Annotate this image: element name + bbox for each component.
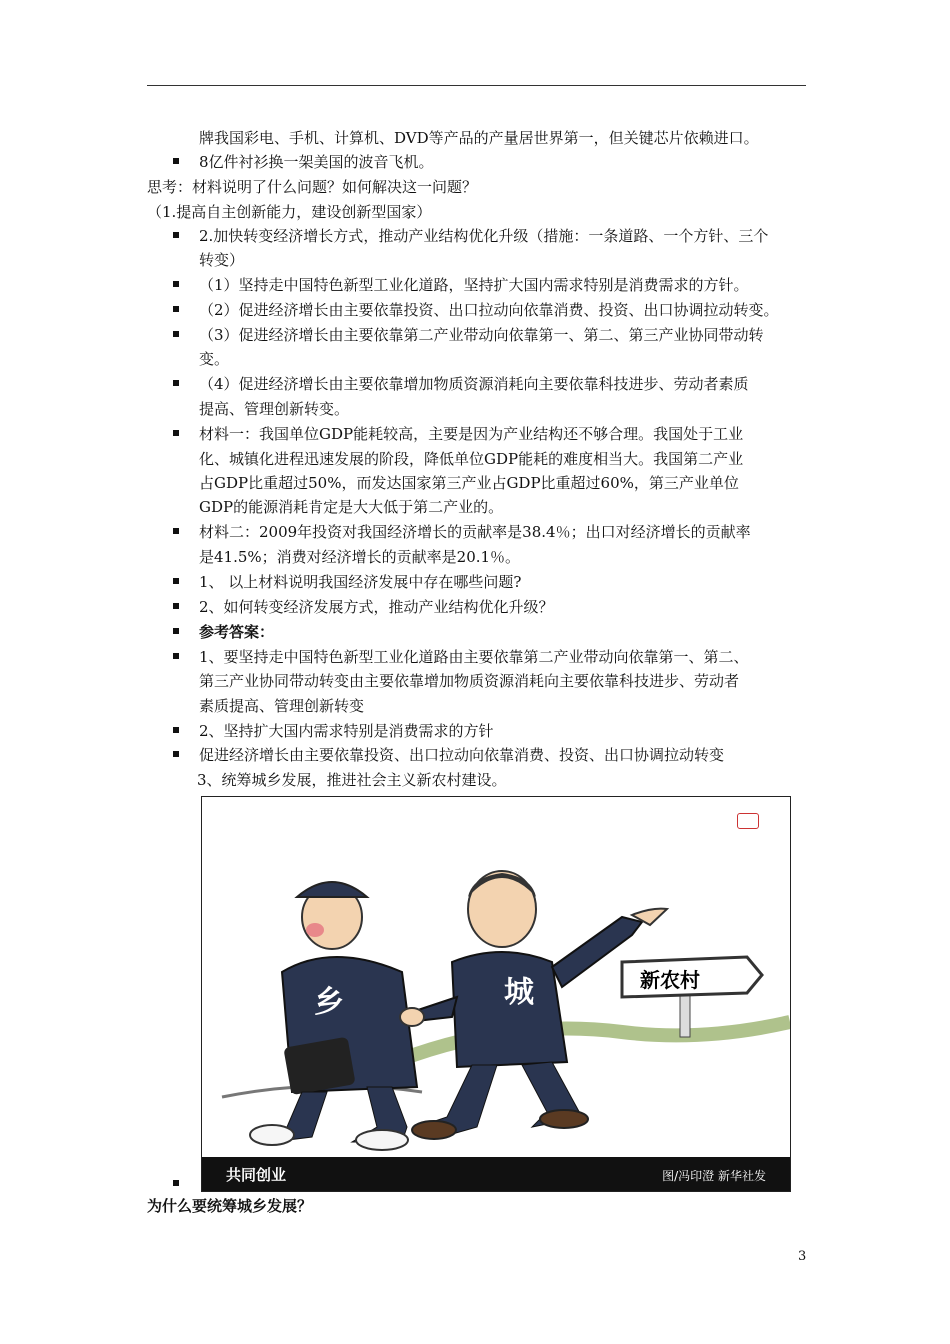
page-number: 3 bbox=[798, 1249, 807, 1264]
text-line: （2）促进经济增长由主要依靠投资、出口拉动向依靠消费、投资、出口协调拉动转变。 bbox=[199, 301, 779, 319]
bullet-icon bbox=[173, 430, 179, 436]
text-line: 2.加快转变经济增长方式，推动产业结构优化升级（措施：一条道路、一个方针、三个 bbox=[199, 227, 769, 245]
text-line: 3、统筹城乡发展，推进社会主义新农村建设。 bbox=[197, 771, 507, 789]
bullet-icon bbox=[173, 603, 179, 609]
bullet-icon bbox=[173, 578, 179, 584]
text-line: 1、要坚持走中国特色新型工业化道路由主要依靠第二产业带动向依靠第一、第二、 bbox=[199, 648, 749, 666]
bullet-icon bbox=[173, 727, 179, 733]
cartoon-illustration bbox=[202, 797, 790, 1157]
text-line: 8亿件衬衫换一架美国的波音飞机。 bbox=[199, 153, 434, 171]
bullet-icon bbox=[173, 281, 179, 287]
bullet-icon bbox=[173, 751, 179, 757]
text-line: （4）促进经济增长由主要依靠增加物质资源消耗向主要依靠科技进步、劳动者素质 bbox=[199, 375, 749, 393]
cartoon-title: 共同创业 bbox=[226, 1166, 287, 1184]
text-line: 提高、管理创新转变。 bbox=[199, 400, 350, 418]
bullet-icon bbox=[173, 306, 179, 312]
text-line: 转变） bbox=[199, 251, 245, 269]
text-line: 化、城镇化进程迅速发展的阶段，降低单位GDP能耗的难度相当大。我国第二产业 bbox=[199, 450, 744, 468]
seal-stamp-icon bbox=[737, 813, 759, 829]
answer-heading: 参考答案： bbox=[199, 623, 275, 641]
cartoon-image bbox=[201, 796, 791, 1192]
text-line: 第三产业协同带动转变由主要依靠增加物质资源消耗向主要依靠科技进步、劳动者 bbox=[199, 672, 740, 690]
question-text: 为什么要统筹城乡发展？ bbox=[147, 1197, 313, 1215]
text-line: 牌我国彩电、手机、计算机、DVD等产品的产量居世界第一，但关键芯片依赖进口。 bbox=[199, 129, 759, 147]
text-line: 是41.5%；消费对经济增长的贡献率是20.1％。 bbox=[199, 548, 521, 566]
text-line: 变。 bbox=[199, 350, 230, 368]
text-line: GDP的能源消耗肯定是大大低于第二产业的。 bbox=[199, 498, 504, 516]
text-line: 材料一：我国单位GDP能耗较高，主要是因为产业结构还不够合理。我国处于工业 bbox=[199, 425, 744, 443]
signpost-text: 新农村 bbox=[640, 968, 700, 992]
bullet-icon bbox=[173, 331, 179, 337]
text-line: （1.提高自主创新能力，建设创新型国家） bbox=[147, 203, 432, 221]
bullet-icon bbox=[173, 380, 179, 386]
bullet-icon bbox=[173, 158, 179, 164]
text-line: 占GDP比重超过50%，而发达国家第三产业占GDP比重超过60%，第三产业单位 bbox=[199, 474, 739, 492]
text-line: 2、坚持扩大国内需求特别是消费需求的方针 bbox=[199, 722, 494, 740]
bullet-icon bbox=[173, 628, 179, 634]
bullet-icon bbox=[173, 653, 179, 659]
text-line: 促进经济增长由主要依靠投资、出口拉动向依靠消费、投资、出口协调拉动转变 bbox=[199, 746, 725, 764]
text-line: 材料二：2009年投资对我国经济增长的贡献率是38.4％；出口对经济增长的贡献率 bbox=[199, 523, 751, 541]
text-line: 1、 以上材料说明我国经济发展中存在哪些问题? bbox=[199, 573, 522, 591]
bullet-icon bbox=[173, 232, 179, 238]
cartoon-caption-bar bbox=[202, 1157, 790, 1191]
text-line: （1）坚持走中国特色新型工业化道路，坚持扩大国内需求特别是消费需求的方针。 bbox=[199, 276, 749, 294]
right-figure-char: 城 bbox=[504, 975, 534, 1010]
text-line: 2、如何转变经济发展方式，推动产业结构优化升级？ bbox=[199, 598, 554, 616]
bullet-icon bbox=[173, 1180, 179, 1186]
header-rule bbox=[147, 85, 806, 86]
bullet-icon bbox=[173, 528, 179, 534]
left-figure-char: 乡 bbox=[314, 985, 344, 1020]
text-line: 思考：材料说明了什么问题？如何解决这一问题？ bbox=[147, 178, 478, 196]
text-line: 素质提高、管理创新转变 bbox=[199, 697, 365, 715]
text-line: （3）促进经济增长由主要依靠第二产业带动向依靠第一、第二、第三产业协同带动转 bbox=[199, 326, 764, 344]
cartoon-credit: 图/冯印澄 新华社发 bbox=[662, 1169, 766, 1183]
